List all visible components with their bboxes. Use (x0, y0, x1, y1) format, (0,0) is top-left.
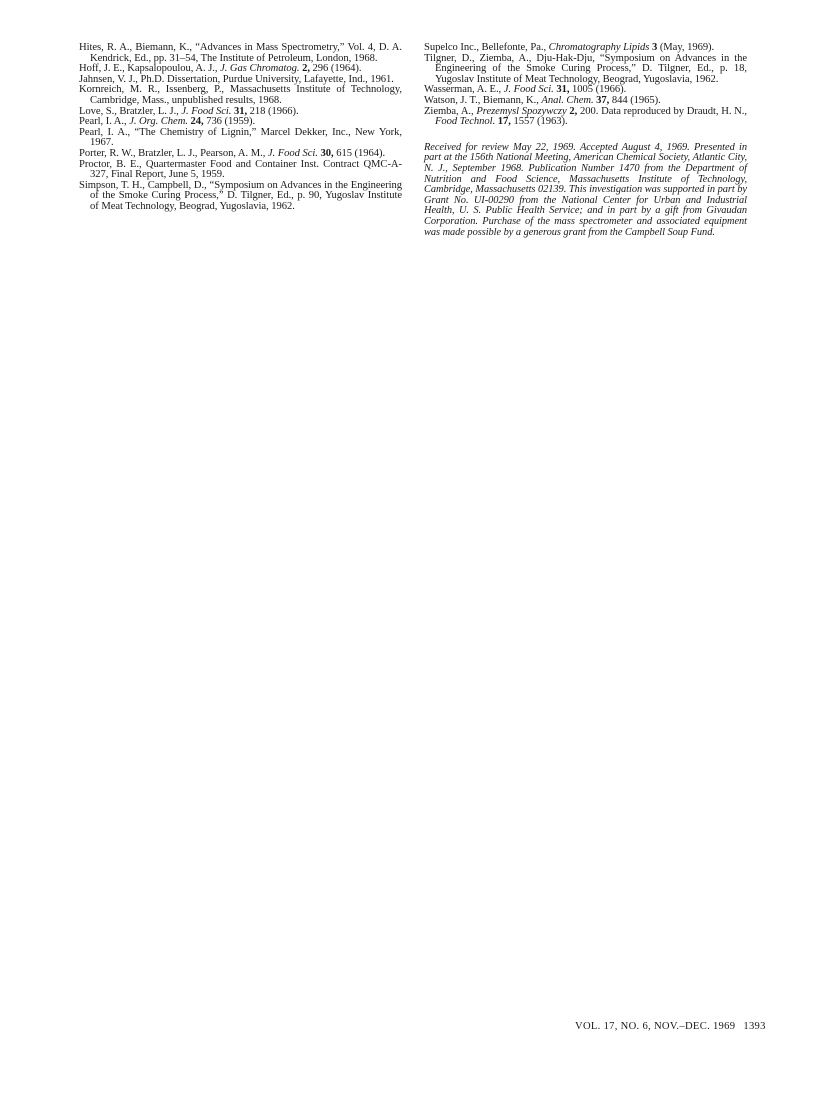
reference-entry: Ziemba, A., Prezemysl Spozywczy 2, 200. Data reproduced by Draudt, H. N., Food Technol. 17, 1557 (1963). (424, 105, 747, 128)
reference-entry: Jahnsen, V. J., Ph.D. Dissertation, Purdue University, Lafayette, Ind., 1961. (79, 73, 394, 85)
reference-entry: Pearl, I. A., J. Org. Chem. 24, 736 (1959). (79, 116, 256, 128)
journal-title: J. Food Sci. (503, 84, 554, 96)
journal-title: J. Food Sci. (181, 105, 232, 117)
volume-number: 37, (596, 94, 610, 106)
journal-title: Chromatography Lipids (548, 42, 650, 53)
reference-entry: Tilgner, D., Ziemba, A., Dju-Hak-Dju, “Symposium on Advances in the Engineering of the Smoke Curing Process,” D. Tilgner, Ed., p. 18, Yugoslav Institute of Meat Technology, Beograd, Yugoslavia, 1962. (424, 52, 747, 85)
volume-number: 24, (190, 116, 204, 128)
volume-number: 17, (497, 116, 511, 128)
reference-entry: Kornreich, M. R., Issenberg, P., Massachusetts Institute of Technology, Cambridge, Mass., unpublished results, 1968. (79, 84, 402, 106)
volume-number: 2, (302, 63, 310, 75)
journal-title: J. Gas Chromatog. (220, 63, 300, 75)
references-right-list (424, 43, 747, 128)
volume-number: 2, (569, 105, 578, 117)
reference-entry: Watson, J. T., Biemann, K., Anal. Chem. 37, 844 (1965). (424, 94, 661, 106)
reference-entry: Pearl, I. A., “The Chemistry of Lignin,” Marcel Dekker, Inc., New York, 1967. (79, 126, 402, 149)
reference-entry: Supelco Inc., Bellefonte, Pa., Chromatography Lipids 3 (May, 1969). (424, 42, 715, 53)
volume-number: 31, (556, 84, 570, 96)
reference-entry: Hoff, J. E., Kapsalopoulou, A. J., J. Gas Chromatog. 2, 296 (1964). (79, 63, 362, 75)
journal-title: Food Technol. (435, 116, 496, 128)
reference-entry: Proctor, B. E., Quartermaster Food and Container Inst. Contract QMC-A-327, Final Report, June 5, 1959. (79, 158, 402, 181)
journal-title: Prezemysl Spozywczy (476, 105, 567, 117)
journal-title: J. Food Sci. (267, 147, 318, 159)
references-right-column (424, 43, 747, 238)
journal-title: Anal. Chem. (541, 94, 594, 106)
page-footer (575, 1021, 766, 1032)
reference-entry: Wasserman, A. E., J. Food Sci. 31, 1005 (1966). (424, 84, 627, 96)
journal-title: J. Org. Chem. (129, 116, 188, 128)
reference-entry: Hites, R. A., Biemann, K., “Advances in Mass Spectrometry,” Vol. 4, D. A. Kendrick, Ed., pp. 31–54, The Institute of Petroleum, London, 1968. (79, 42, 402, 64)
page-number: 1393 (743, 1021, 766, 1032)
volume-number: 31, (233, 105, 248, 117)
references-left-column (79, 43, 402, 213)
reference-entry: Porter, R. W., Bratzler, L. J., Pearson, A. M., J. Food Sci. 30, 615 (1964). (79, 147, 386, 159)
received-note: Received for review May 22, 1969. Accepted August 4, 1969. Presented in part at the 156th National Meeting, American Chemical Society, Atlantic City, N. J., September 1968. Publication Number 1470 from the Department of Nutrition and Food Science, Massachusetts Institute of Technology, Cambridge, Massachusetts 02139. This investigation was supported in part by Grant No. UI-00290 from the National Center for Urban and Industrial Health, U. S. Public Health Service; and in part by a gift from Givaudan Corporation. Purchase of the mass spectrometer and associated equipment was made possible by a generous grant from the Campbell Soup Fund. (424, 141, 747, 238)
journal-issue: VOL. 17, NO. 6, NOV.–DEC. 1969 (575, 1021, 736, 1032)
reference-entry: Love, S., Bratzler, L. J., J. Food Sci. 31, 218 (1966). (79, 105, 299, 117)
volume-number: 3 (651, 42, 658, 53)
volume-number: 30, (320, 147, 334, 159)
reference-entry: Simpson, T. H., Campbell, D., “Symposium on Advances in the Engineering of the Smoke Curing Process,” D. Tilgner, Ed., p. 90, Yugoslav Institute of Meat Technology, Beograd, Yugoslavia, 1962. (79, 179, 402, 212)
